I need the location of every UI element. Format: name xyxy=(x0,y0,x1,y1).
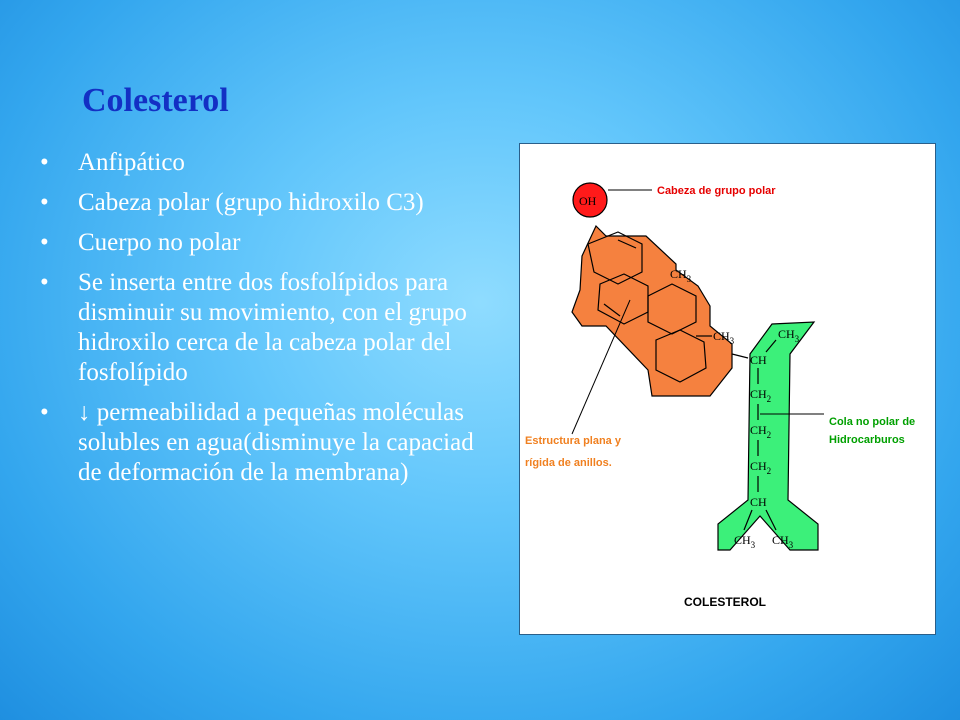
methyl-label: $CH_3$ xyxy=(713,329,735,346)
bullet-item xyxy=(40,398,490,488)
bullet-item xyxy=(40,228,490,258)
methylene-label: $CH_2$ xyxy=(750,459,772,476)
slide-title: Colesterol xyxy=(82,82,229,119)
bullet-text: Cuerpo no polar xyxy=(78,229,241,256)
steroid-rings xyxy=(572,226,732,396)
bullet-text: Cabeza polar (grupo hidroxilo C3) xyxy=(78,189,424,216)
tail-annotation: Hidrocarburos xyxy=(829,434,905,446)
bullet-marker: • xyxy=(40,399,49,426)
bullet-marker: • xyxy=(40,189,49,216)
cholesterol-diagram xyxy=(520,144,937,636)
bullet-marker: • xyxy=(40,149,49,176)
bullet-list xyxy=(40,148,490,498)
methyl-label: $CH_3$ xyxy=(734,533,756,550)
diagram-caption: COLESTEROL xyxy=(684,595,767,609)
tail-annotation: Cola no polar de xyxy=(829,416,916,428)
rings-annotation: rígida de anillos. xyxy=(525,457,612,469)
bullet-text: permeabilidad a pequeñas moléculas solubles en agua(disminuye la capaciad de deformación de la membrana) xyxy=(78,399,474,486)
bullet-marker: • xyxy=(40,269,49,296)
bullet-item xyxy=(40,268,490,388)
ch-label: CH xyxy=(750,353,767,367)
methylene-label: $CH_2$ xyxy=(750,387,772,404)
methyl-label: $CH_3$ xyxy=(670,267,692,284)
bullet-item xyxy=(40,188,490,218)
bullet-text: Anfipático xyxy=(78,149,185,176)
bullet-marker: • xyxy=(40,229,49,256)
bullet-text: Se inserta entre dos fosfolípidos para disminuir su movimiento, con el grupo hidroxilo cerca de la cabeza polar del fosfolípido xyxy=(78,269,467,386)
down-arrow-icon: ↓ xyxy=(78,399,91,426)
methyl-label: $CH_3$ xyxy=(778,327,800,344)
cholesterol-diagram-panel xyxy=(519,143,936,635)
methylene-label: $CH_2$ xyxy=(750,423,772,440)
rings-annotation: Estructura plana y xyxy=(525,435,621,447)
ch-label: CH xyxy=(750,495,767,509)
bullet-item xyxy=(40,148,490,178)
ring-system-shape xyxy=(572,226,732,396)
methyl-label: $CH_3$ xyxy=(772,533,794,550)
hydroxyl-label: OH xyxy=(579,194,597,208)
head-annotation: Cabeza de grupo polar xyxy=(657,185,776,197)
